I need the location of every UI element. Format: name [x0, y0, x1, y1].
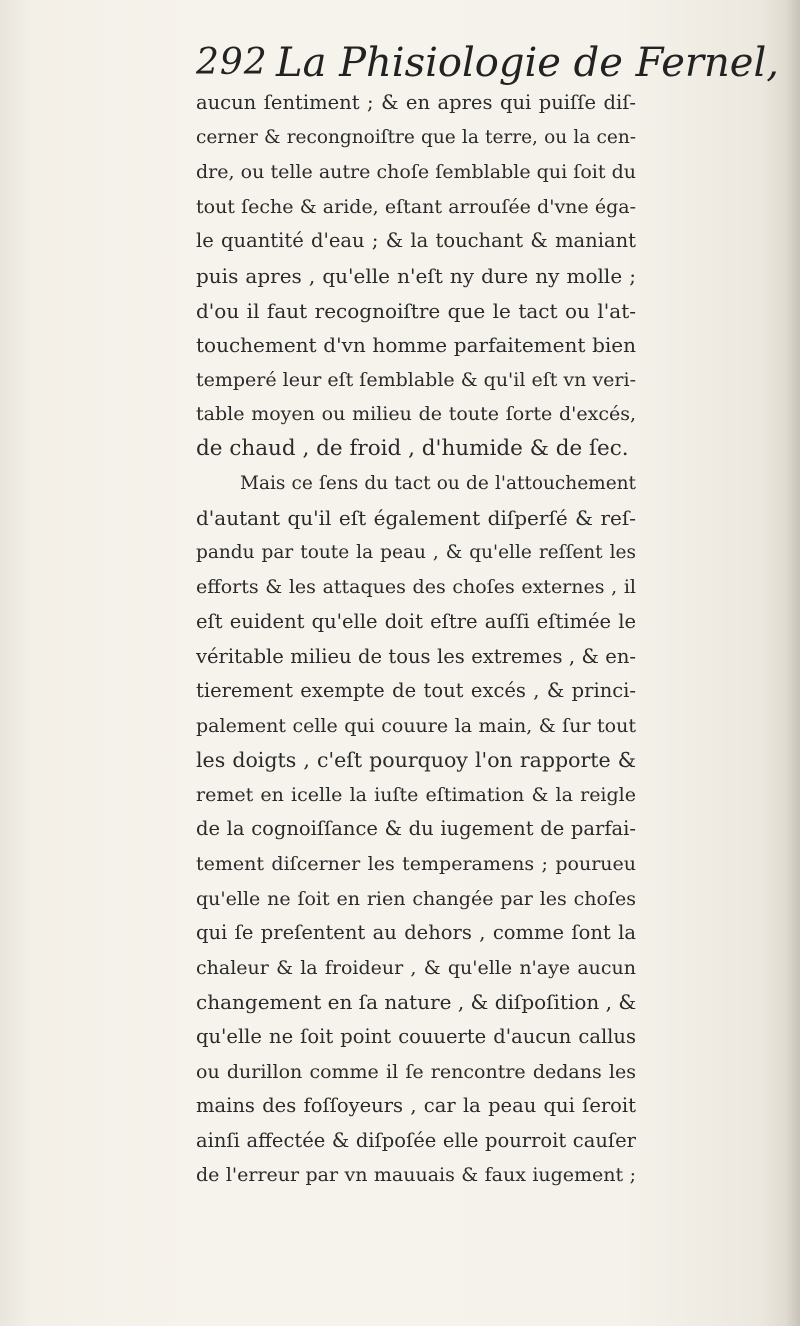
text-line: eſt euident qu'elle doit eſtre auſſi eſtimée le: [196, 609, 636, 633]
text-line: de la cognoiſſance & du iugement de parfai-: [196, 817, 636, 841]
text-line: qu'elle ne ſoit point couuerte d'aucun callus: [196, 1025, 636, 1049]
text-line: d'ou il faut recognoiſtre que le tact ou l'at-: [196, 298, 636, 323]
text-line: d'autant qu'il eſt également diſperſé & reſ-: [196, 506, 636, 531]
text-line: efforts & les attaques des choſes externes , il: [196, 576, 636, 599]
text-line: véritable milieu de tous les extremes , & en-: [196, 644, 636, 668]
text-line: le quantité d'eau ; & la touchant & maniant: [196, 229, 636, 253]
page-gutter-shadow: [786, 0, 800, 1326]
text-line: table moyen ou milieu de toute ſorte d'excés,: [196, 403, 636, 426]
text-line: ou durillon comme il ſe rencontre dedans les: [196, 1060, 636, 1083]
body-text: [196, 86, 636, 1193]
text-line: de chaud , de froid , d'humide & de ſec.: [196, 435, 629, 461]
text-line: touchement d'vn homme parfaitement bien: [196, 333, 636, 358]
text-line: tierement exempte de tout excés , & princi-: [196, 679, 636, 703]
text-line: dre, ou telle autre choſe ſemblable qui ſoit du: [196, 161, 636, 184]
text-line: puis apres , qu'elle n'eſt ny dure ny molle ;: [196, 263, 636, 288]
text-line: ainſi affectée & diſpoſée elle pourroit cauſer: [196, 1128, 636, 1152]
text-line: aucun ſentiment ; & en apres qui puiſſe diſ-: [196, 91, 636, 114]
text-line: chaleur & la froideur , & qu'elle n'aye aucun: [196, 956, 636, 979]
text-line: mains des foſſoyeurs , car la peau qui ſeroit: [196, 1094, 636, 1118]
text-line: pandu par toute la peau , & qu'elle reſſent les: [196, 541, 636, 563]
text-line: palement celle qui couure la main, & ſur tout: [196, 714, 636, 737]
text-line: cerner & recongnoiſtre que la terre, ou la cen-: [196, 126, 636, 148]
paragraph-start-line: Mais ce ſens du tact ou de l'attouchement: [240, 472, 636, 494]
text-line: qu'elle ne ſoit en rien changée par les choſes: [196, 887, 636, 910]
text-line: de l'erreur par vn mauuais & faux iugement ;: [196, 1164, 636, 1187]
page-header: [196, 40, 779, 92]
text-line: tement diſcerner les temperamens ; pourueu: [196, 853, 636, 876]
text-line: remet en icelle la iuſte eſtimation & la reigle: [196, 783, 636, 806]
text-line: changement en ſa nature , & diſpoſition , &: [196, 990, 637, 1015]
page-number: 292: [196, 42, 268, 83]
text-line: tout ſeche & aride, eſtant arrouſée d'vne éga-: [196, 195, 636, 218]
text-line: les doigts , c'eſt pourquoy l'on rapporte &: [196, 748, 636, 773]
text-line: qui ſe preſentent au dehors , comme ſont la: [196, 921, 636, 945]
running-title: La Phisiologie de Fernel,: [276, 40, 779, 86]
text-line: temperé leur eſt ſemblable & qu'il eſt vn veri-: [196, 368, 636, 391]
